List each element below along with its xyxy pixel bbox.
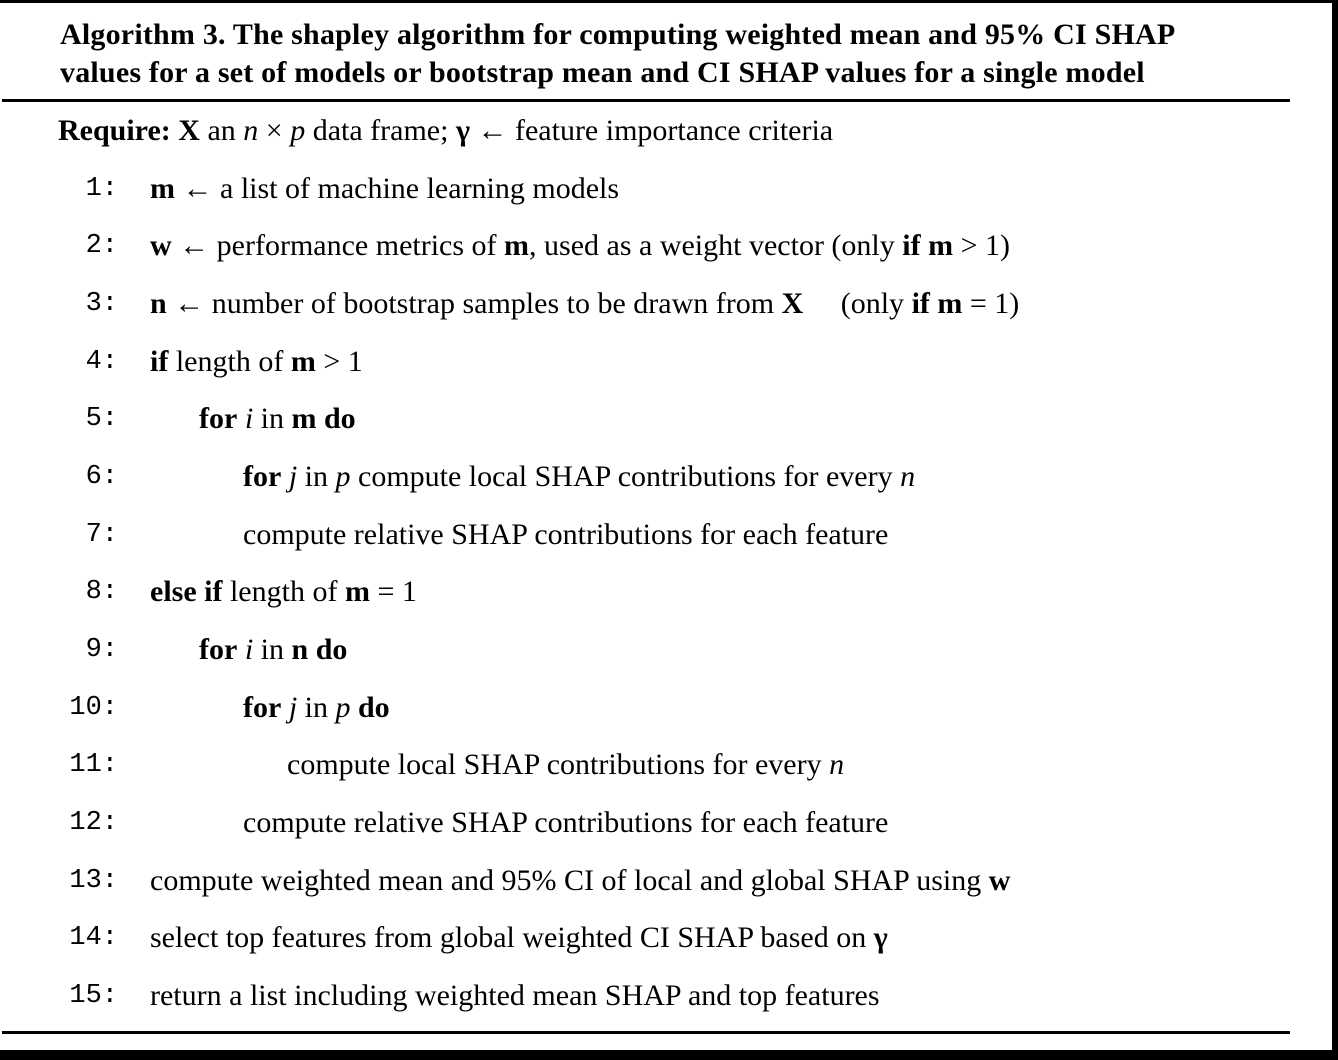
algorithm-title-line1: Algorithm 3. The shapley algorithm for computing weighted mean and 95% CI SHAP [60, 18, 1176, 51]
line-number: 11: [69, 750, 118, 781]
statement-text: for i in n do [199, 633, 348, 667]
statement-text: else if length of m = 1 [150, 575, 417, 609]
line-number: 14: [69, 923, 118, 954]
line-number: 3: [85, 288, 118, 319]
algorithm-title [0, 0, 1338, 92]
bottom-border [0, 1050, 1338, 1060]
algorithm-require-line [58, 102, 1290, 160]
statement-text: select top features from global weighted CI SHAP based on γ [150, 921, 888, 955]
line-number: 5: [85, 404, 118, 435]
statement-text: return a list including weighted mean SHAP and top features [150, 979, 880, 1013]
statement-text: for i in m do [199, 402, 356, 436]
line-number: 9: [85, 635, 118, 666]
line-number: 7: [85, 519, 118, 550]
top-border [0, 0, 1338, 3]
statement-text: m ← a list of machine learning models [150, 171, 620, 205]
line-number: 12: [69, 808, 118, 839]
algorithm-body [58, 102, 1290, 1025]
algorithm-line-9 [58, 621, 1290, 679]
statement-text: compute weighted mean and 95% CI of local and global SHAP using w [150, 863, 1011, 897]
statement-text: for j in p compute local SHAP contributions for every n [243, 459, 916, 493]
statement-text: if length of m > 1 [150, 344, 363, 378]
algorithm-line-8 [58, 564, 1290, 622]
algorithm-line-14 [58, 910, 1290, 968]
algorithm-line-1 [58, 160, 1290, 218]
statement-text: compute local SHAP contributions for every n [287, 748, 845, 782]
line-number: 13: [69, 865, 118, 896]
line-number: 4: [85, 346, 118, 377]
line-number: 2: [85, 231, 118, 262]
statement-text: w ← performance metrics of m, used as a weight vector (only if m > 1) [150, 229, 1011, 263]
algorithm-line-4 [58, 333, 1290, 391]
line-number: 1: [85, 173, 118, 204]
statement-text: Require: X an n × p data frame; γ ← feature importance criteria [58, 113, 834, 147]
algorithm-line-6 [58, 448, 1290, 506]
algorithm-line-15 [58, 967, 1290, 1025]
bottom-separator-rule [2, 1031, 1290, 1034]
statement-text: n ← number of bootstrap samples to be drawn from X (only if m = 1) [150, 286, 1020, 320]
algorithm-line-7 [58, 506, 1290, 564]
algorithm-line-12 [58, 794, 1290, 852]
algorithm-line-5 [58, 390, 1290, 448]
line-number: 6: [85, 461, 118, 492]
algorithm-title-line2: values for a set of models or bootstrap mean and CI SHAP values for a single model [60, 56, 1145, 89]
algorithm-line-2 [58, 217, 1290, 275]
statement-text: compute relative SHAP contributions for each feature [243, 806, 889, 840]
line-number: 10: [69, 692, 118, 723]
statement-text: for j in p do [243, 690, 390, 724]
algorithm-line-11 [58, 737, 1290, 795]
line-number: 15: [69, 981, 118, 1012]
algorithm-line-10 [58, 679, 1290, 737]
algorithm-line-3 [58, 275, 1290, 333]
right-border [1332, 0, 1338, 1060]
line-number: 8: [85, 577, 118, 608]
statement-text: compute relative SHAP contributions for each feature [243, 517, 889, 551]
algorithm-line-13 [58, 852, 1290, 910]
